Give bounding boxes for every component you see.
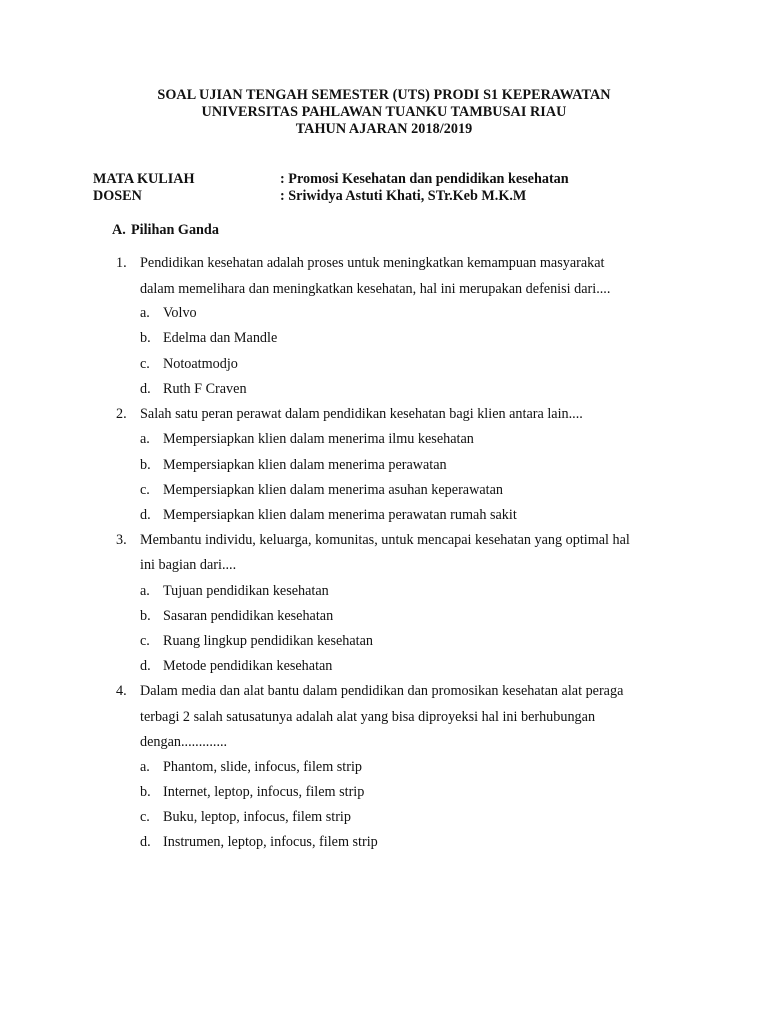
- option-text: Mempersiapkan klien dalam menerima asuhan keperawatan: [163, 482, 503, 498]
- option-letter: b.: [140, 608, 151, 624]
- option-letter: d.: [140, 507, 151, 523]
- option-text: Ruth F Craven: [163, 381, 247, 397]
- option-text: Mempersiapkan klien dalam menerima perawatan: [163, 457, 447, 473]
- question-text: dalam memelihara dan meningkatkan kesehatan, hal ini merupakan defenisi dari....: [140, 281, 611, 297]
- option-text: Ruang lingkup pendidikan kesehatan: [163, 633, 374, 649]
- question-number: 2.: [116, 406, 127, 422]
- option-text: Volvo: [163, 305, 197, 321]
- option-text: Edelma dan Mandle: [163, 330, 278, 346]
- exam-title: SOAL UJIAN TENGAH SEMESTER (UTS) PRODI S1 KEPERAWATAN: [157, 87, 611, 103]
- option-text: Buku, leptop, infocus, filem strip: [163, 809, 351, 825]
- question-text: Dalam media dan alat bantu dalam pendidikan dan promosikan kesehatan alat peraga: [140, 683, 624, 699]
- section-heading: [112, 222, 219, 239]
- question-text: Salah satu peran perawat dalam pendidikan kesehatan bagi klien antara lain....: [140, 406, 583, 422]
- university-name: UNIVERSITAS PAHLAWAN TUANKU TAMBUSAI RIAU: [201, 104, 567, 120]
- option-letter: d.: [140, 658, 151, 674]
- option-letter: c.: [140, 356, 150, 372]
- option-letter: c.: [140, 633, 150, 649]
- option-letter: c.: [140, 809, 150, 825]
- question-text: terbagi 2 salah satusatunya adalah alat yang bisa diproyeksi hal ini berhubungan: [140, 709, 596, 725]
- lecturer-value: : Sriwidya Astuti Khati, STr.Keb M.K.M: [280, 188, 527, 204]
- option-text: Metode pendidikan kesehatan: [163, 658, 333, 674]
- option-letter: d.: [140, 834, 151, 850]
- option-letter: b.: [140, 784, 151, 800]
- question-text: ini bagian dari....: [140, 557, 237, 573]
- option-letter: a.: [140, 305, 150, 321]
- option-text: Notoatmodjo: [163, 356, 238, 372]
- option-text: Instrumen, leptop, infocus, filem strip: [163, 834, 378, 850]
- option-letter: a.: [140, 759, 150, 775]
- academic-year: TAHUN AJARAN 2018/2019: [295, 121, 473, 137]
- course-value: : Promosi Kesehatan dan pendidikan kesehatan: [280, 171, 569, 187]
- option-letter: b.: [140, 457, 151, 473]
- option-text: Mempersiapkan klien dalam menerima ilmu kesehatan: [163, 431, 474, 447]
- question-text: dengan.............: [140, 734, 228, 750]
- question-number: 4.: [116, 683, 127, 699]
- question-text: Membantu individu, keluarga, komunitas, untuk mencapai kesehatan yang optimal hal: [140, 532, 630, 548]
- lecturer-label: DOSEN: [93, 188, 142, 204]
- option-letter: d.: [140, 381, 151, 397]
- course-label: MATA KULIAH: [93, 171, 195, 187]
- question-text: Pendidikan kesehatan adalah proses untuk meningkatkan kemampuan masyarakat: [140, 255, 605, 271]
- option-text: Sasaran pendidikan kesehatan: [163, 608, 334, 624]
- section-letter: A.: [112, 222, 126, 238]
- option-letter: b.: [140, 330, 151, 346]
- option-text: Mempersiapkan klien dalam menerima perawatan rumah sakit: [163, 507, 517, 523]
- option-text: Tujuan pendidikan kesehatan: [163, 583, 329, 599]
- option-text: Phantom, slide, infocus, filem strip: [163, 759, 362, 775]
- section-title: Pilihan Ganda: [131, 222, 219, 238]
- question-number: 1.: [116, 255, 127, 271]
- option-letter: a.: [140, 583, 150, 599]
- question-number: 3.: [116, 532, 127, 548]
- option-text: Internet, leptop, infocus, filem strip: [163, 784, 365, 800]
- option-letter: c.: [140, 482, 150, 498]
- option-letter: a.: [140, 431, 150, 447]
